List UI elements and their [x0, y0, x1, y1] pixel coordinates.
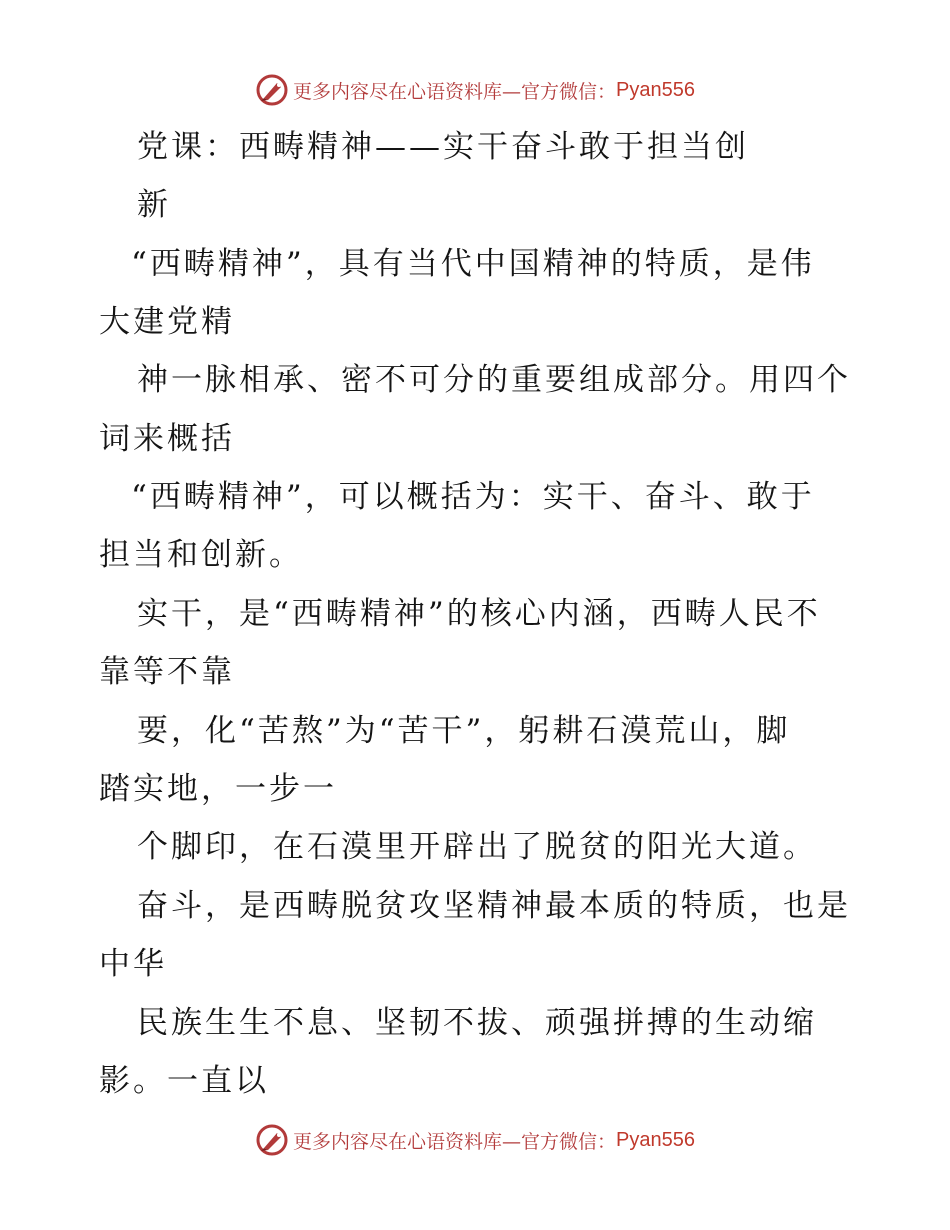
paragraph-line: 词来概括: [99, 421, 235, 457]
paragraph-line: 个脚印，在石漠里开辟出了脱贫的阳光大道。: [137, 829, 817, 865]
paragraph-line: “西畴精神”，具有当代中国精神的特质，是伟: [131, 246, 815, 282]
banner-wechat-handle: Pyan556: [616, 78, 695, 101]
pen-nib-logo-icon: [255, 1123, 289, 1157]
banner-text: 更多内容尽在心语资料库—官方微信：: [293, 1130, 617, 1153]
doc-title-line-1: 党课：西畴精神——实干奋斗敢于担当创: [137, 129, 749, 165]
paragraph-line: 影。一直以: [99, 1063, 269, 1099]
footer-banner: [0, 1120, 950, 1160]
doc-title-line-2: 新: [137, 187, 171, 223]
paragraph-line: 踏实地，一步一: [99, 771, 337, 807]
paragraph-line: 奋斗，是西畴脱贫攻坚精神最本质的特质，也是: [137, 888, 851, 924]
paragraph-line: 中华: [99, 946, 167, 982]
paragraph-line: “西畴精神”，可以概括为：实干、奋斗、敢于: [131, 479, 815, 515]
paragraph-line: 担当和创新。: [99, 537, 303, 573]
paragraph-line: 靠等不靠: [99, 654, 235, 690]
banner-wechat-handle: Pyan556: [616, 1128, 695, 1151]
paragraph-line: 神一脉相承、密不可分的重要组成部分。用四个: [137, 362, 851, 398]
paragraph-line: 大建党精: [99, 304, 235, 340]
paragraph-line: 民族生生不息、坚韧不拔、顽强拼搏的生动缩: [137, 1005, 817, 1041]
paragraph-line: 实干，是“西畴精神”的核心内涵，西畴人民不: [137, 596, 821, 632]
banner-text: 更多内容尽在心语资料库—官方微信：: [293, 80, 617, 103]
paragraph-line: 要，化“苦熬”为“苦干”，躬耕石漠荒山，脚: [137, 713, 791, 749]
